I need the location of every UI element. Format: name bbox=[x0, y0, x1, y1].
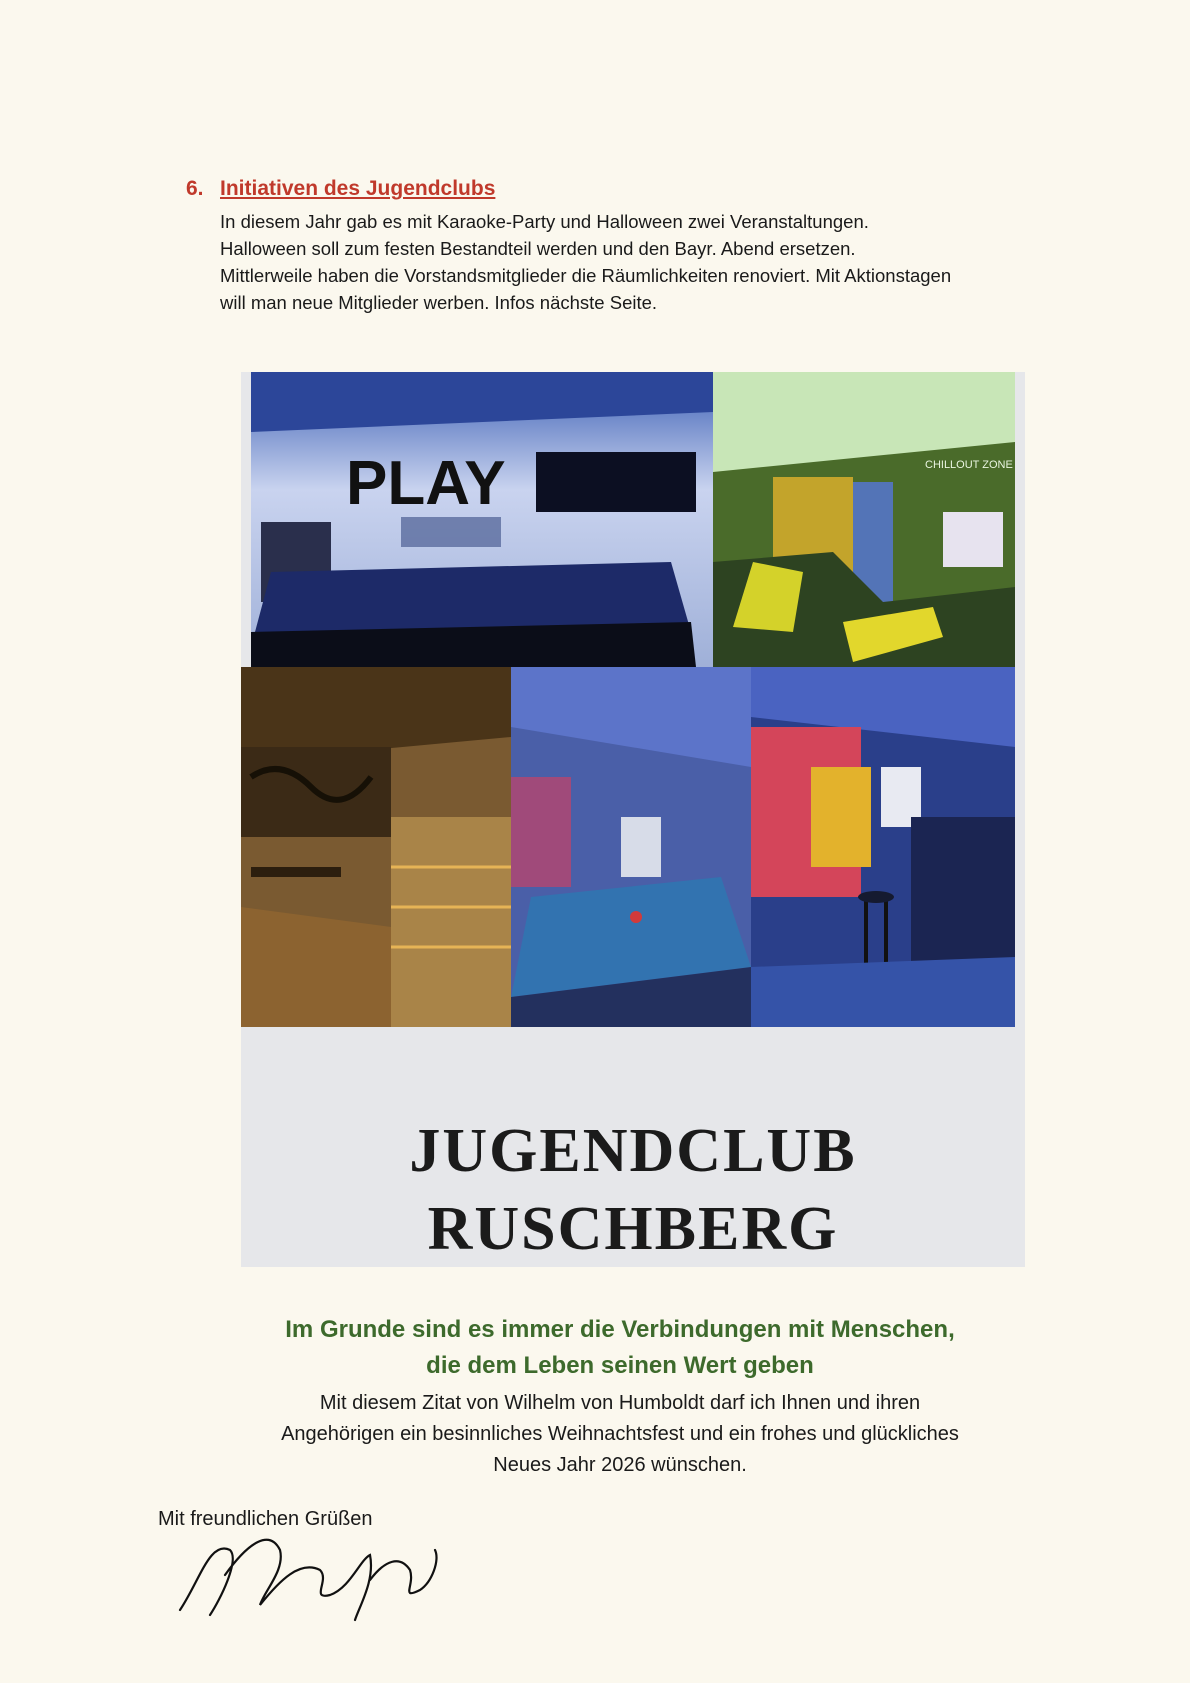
flyer-title-line: RUSCHBERG bbox=[427, 1195, 839, 1263]
section-line: In diesem Jahr gab es mit Karaoke-Party und Halloween zwei Veranstaltungen. bbox=[220, 211, 869, 232]
section-line: Mittlerweile haben die Vorstandsmitglieder die Räumlichkeiten renoviert. Mit Aktionstagen bbox=[220, 265, 952, 286]
photo-bar-graffiti bbox=[241, 667, 511, 1027]
quote-body-line: Neues Jahr 2026 wünschen. bbox=[493, 1454, 747, 1476]
club-flyer bbox=[241, 372, 1025, 1267]
section-heading bbox=[186, 176, 1066, 202]
quote-body bbox=[200, 1388, 1040, 1481]
photo-pool-room bbox=[251, 372, 713, 667]
section-title: Initiativen des Jugendclubs bbox=[220, 177, 496, 200]
closing-greeting: Mit freundlichen Grüßen bbox=[158, 1508, 373, 1530]
chillout-sign: CHILLOUT ZONE bbox=[925, 459, 1013, 471]
photo-collage bbox=[241, 372, 1025, 1027]
play-sign: PLAY bbox=[346, 449, 506, 518]
photo-bar-stools bbox=[751, 667, 1015, 1027]
quote-body-line: Angehörigen ein besinnliches Weihnachtsfest und ein frohes und glückliches bbox=[281, 1423, 959, 1445]
flyer-title-line: JUGENDCLUB bbox=[409, 1117, 857, 1185]
section-line: will man neue Mitglieder werben. Infos nächste Seite. bbox=[220, 292, 658, 313]
quote-line: die dem Leben seinen Wert geben bbox=[426, 1352, 814, 1379]
section-line: Halloween soll zum festen Bestandteil werden und den Bayr. Abend ersetzen. bbox=[220, 238, 856, 259]
photo-chillout-zone bbox=[713, 372, 1015, 667]
section-initiatives bbox=[186, 176, 1066, 316]
quote-line: Im Grunde sind es immer die Verbindungen mit Menschen, bbox=[285, 1316, 955, 1343]
handwritten-signature bbox=[170, 1520, 450, 1630]
photo-table-tennis bbox=[511, 667, 751, 1027]
quote-body-line: Mit diesem Zitat von Wilhelm von Humboldt darf ich Ihnen und ihren bbox=[319, 1392, 921, 1414]
flyer-title bbox=[241, 1112, 1025, 1268]
humboldt-quote bbox=[200, 1312, 1040, 1481]
section-body bbox=[220, 208, 1066, 316]
section-number: 6. bbox=[186, 177, 204, 200]
